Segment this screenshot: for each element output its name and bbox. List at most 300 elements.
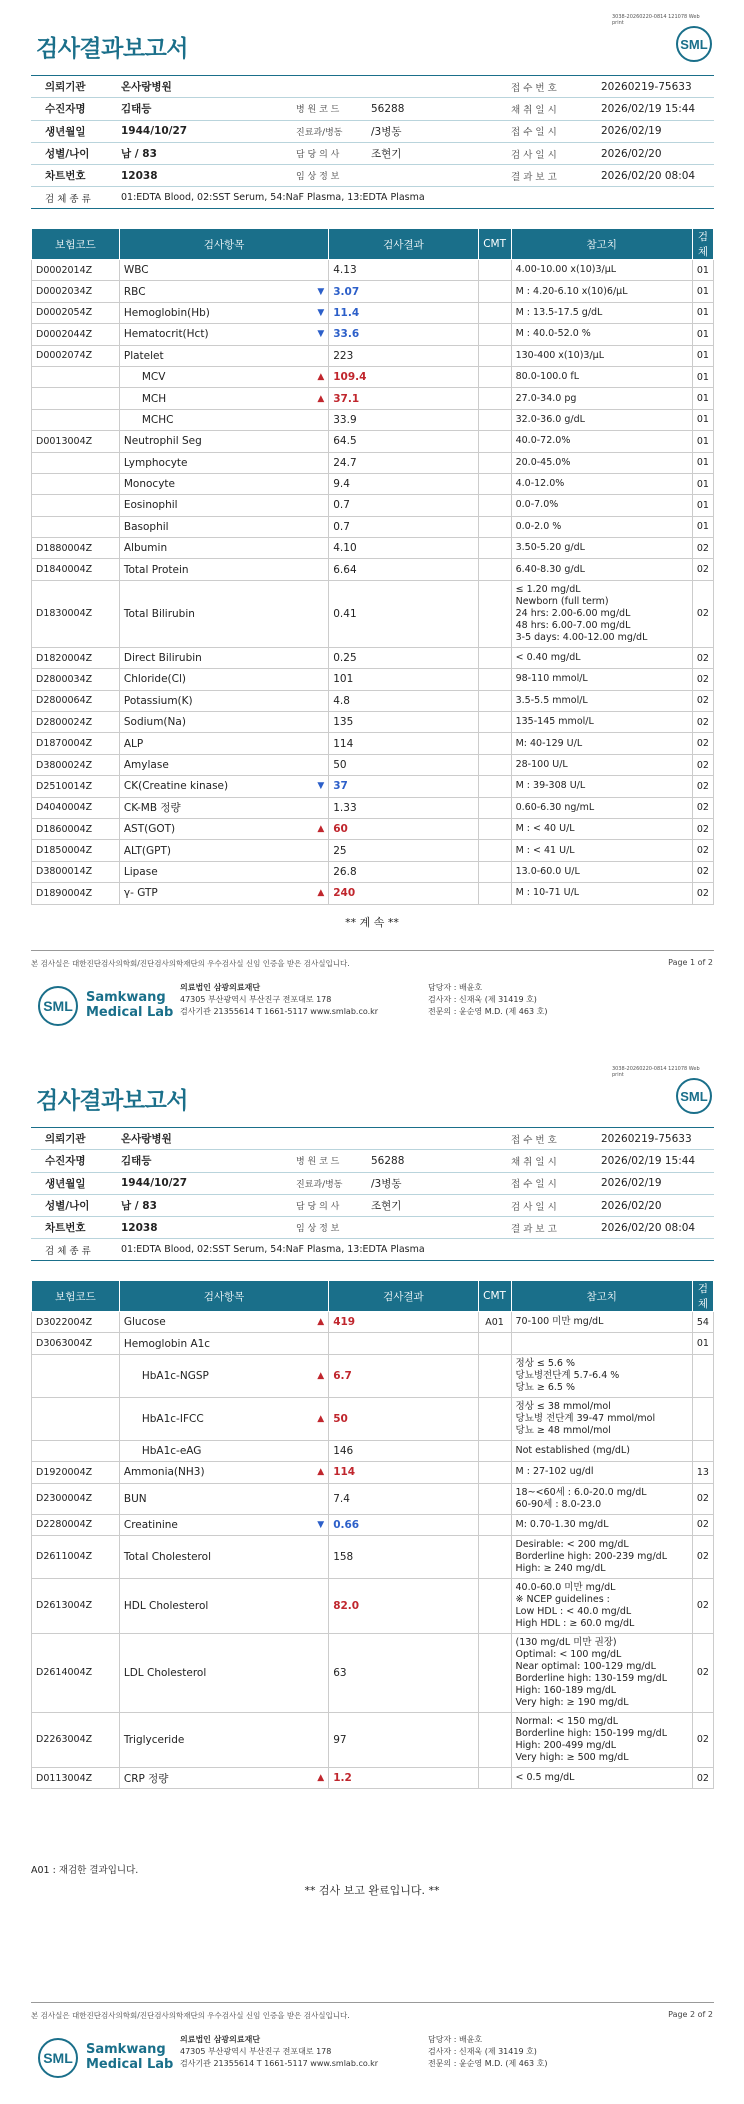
- comment: [478, 260, 511, 281]
- test-name: Sodium(Na): [123, 716, 186, 729]
- test-item: [119, 1535, 328, 1578]
- comment: [478, 1333, 511, 1354]
- insurance-code: [32, 516, 120, 537]
- reference-range: 80.0-100.0 fL: [511, 366, 692, 387]
- comment: [478, 324, 511, 345]
- comment: [478, 302, 511, 323]
- table-row: [32, 281, 714, 302]
- result-value: 158: [329, 1535, 478, 1578]
- test-item: [119, 281, 328, 302]
- table-row: [32, 559, 714, 580]
- low-flag-icon: ▼: [317, 329, 325, 340]
- dob: 1944/10/27: [121, 125, 188, 138]
- test-item: [119, 1440, 328, 1461]
- label: 검 사 일 시: [511, 149, 557, 161]
- test-name: BUN: [123, 1492, 147, 1505]
- result-value: 4.8: [329, 690, 478, 711]
- high-flag-icon: ▲: [317, 1467, 325, 1478]
- label: 생년월일: [45, 1177, 86, 1190]
- test-name: HbA1c-NGSP: [141, 1369, 209, 1382]
- table-row: [32, 1312, 714, 1333]
- test-name: Hematocrit(Hct): [123, 328, 209, 341]
- test-name: ALT(GPT): [123, 844, 171, 857]
- barcode-text: 3038-20260220-0814 121078 Web print: [612, 14, 700, 26]
- test-item: [119, 559, 328, 580]
- col-item: 검사항목: [119, 1281, 328, 1312]
- test-name: Glucose: [123, 1316, 166, 1329]
- patient-name: 김태등: [121, 1155, 152, 1168]
- table-row: [32, 1462, 714, 1483]
- test-item: [119, 452, 328, 473]
- specimen-code: 01: [692, 324, 713, 345]
- low-flag-icon: ▼: [317, 286, 325, 297]
- reference-range: 0.0-7.0%: [511, 495, 692, 516]
- result-value: 64.5: [329, 431, 478, 452]
- sml-footer-logo: SML: [38, 986, 78, 1026]
- test-name: Creatinine: [123, 1518, 178, 1531]
- reference-range: 4.00-10.00 x(10)3/μL: [511, 260, 692, 281]
- test-name: Triglyceride: [123, 1733, 185, 1746]
- label: 담 당 의 사: [296, 1202, 340, 1213]
- reference-range: M : < 41 U/L: [511, 840, 692, 861]
- label: 생년월일: [45, 125, 86, 138]
- reference-range: (130 mg/dL 미만 권장) Optimal: < 100 mg/dL Near optimal: 100-129 mg/dL Borderline high: 130-159 mg/dL High: 160-189 mg/dL Very high: ≥ 190 mg/dL: [511, 1633, 692, 1712]
- page-number: Page 2 of 2: [668, 2010, 713, 2019]
- brand-line2: Medical Lab: [86, 1005, 174, 1020]
- specimen-code: 01: [692, 516, 713, 537]
- test-item: [119, 1397, 328, 1440]
- recheck-note: A01 : 재검한 결과입니다.: [31, 1865, 139, 1876]
- label: 수진자명: [45, 1155, 86, 1168]
- specimen-code: 02: [692, 883, 713, 904]
- result-value: 82.0: [329, 1578, 478, 1633]
- reference-range: [511, 1333, 692, 1354]
- result-value: 50: [329, 754, 478, 775]
- comment: [478, 1462, 511, 1483]
- table-row: [32, 516, 714, 537]
- test-item: [119, 473, 328, 494]
- reference-range: Desirable: < 200 mg/dL Borderline high: 200-239 mg/dL High: ≥ 240 mg/dL: [511, 1535, 692, 1578]
- test-name: Albumin: [123, 542, 168, 555]
- high-flag-icon: ▲: [317, 1413, 325, 1424]
- reference-range: 정상 ≤ 38 mmol/mol 당뇨병 전단계 39-47 mmol/mol 당뇨 ≥ 48 mmol/mol: [511, 1397, 692, 1440]
- test-item: [119, 260, 328, 281]
- col-spec: 검체: [692, 1281, 713, 1312]
- reference-range: 28-100 U/L: [511, 754, 692, 775]
- brand-line1: Samkwang: [86, 990, 166, 1005]
- insurance-code: D3800024Z: [32, 754, 120, 775]
- table-row: [32, 797, 714, 818]
- test-item: [119, 495, 328, 516]
- address: 47305 부산광역시 부산진구 전포대로 178: [180, 995, 332, 1004]
- insurance-code: D2300004Z: [32, 1483, 120, 1514]
- insurance-code: D0002014Z: [32, 260, 120, 281]
- high-flag-icon: ▲: [317, 888, 325, 899]
- comment: [478, 840, 511, 861]
- comment: [478, 409, 511, 430]
- comment: [478, 733, 511, 754]
- specimen-types: 01:EDTA Blood, 02:SST Serum, 54:NaF Plasma, 13:EDTA Plasma: [121, 1244, 425, 1256]
- staff-3: 전문의 : 윤순영 M.D. (제 463 호): [428, 2059, 548, 2068]
- specimen-types: 01:EDTA Blood, 02:SST Serum, 54:NaF Plasma, 13:EDTA Plasma: [121, 192, 425, 204]
- insurance-code: D2800034Z: [32, 669, 120, 690]
- reference-range: 20.0-45.0%: [511, 452, 692, 473]
- test-name: Hemoglobin(Hb): [123, 306, 210, 319]
- comment: [478, 883, 511, 904]
- insurance-code: D2614004Z: [32, 1633, 120, 1712]
- report-title: 검사결과보고서: [36, 36, 189, 62]
- result-value: 33.6: [329, 324, 478, 345]
- specimen-code: 02: [692, 712, 713, 733]
- high-flag-icon: ▲: [317, 1773, 325, 1784]
- dob: 1944/10/27: [121, 1177, 188, 1190]
- reference-range: Normal: < 150 mg/dL Borderline high: 150-199 mg/dL High: 200-499 mg/dL Very high: ≥ 500 mg/dL: [511, 1712, 692, 1767]
- result-value: 97: [329, 1712, 478, 1767]
- sml-logo: SML: [676, 1078, 712, 1114]
- test-item: [119, 580, 328, 647]
- specimen-code: [692, 1354, 713, 1397]
- comment: [478, 1440, 511, 1461]
- table-row: [32, 1397, 714, 1440]
- test-item: [119, 1712, 328, 1767]
- insurance-code: D2510014Z: [32, 776, 120, 797]
- label: 채 취 일 시: [511, 1156, 557, 1168]
- specimen-code: 02: [692, 754, 713, 775]
- col-cmt: CMT: [478, 229, 511, 260]
- brand-name: [86, 990, 173, 1020]
- insurance-code: D1860004Z: [32, 818, 120, 839]
- specimen-code: 02: [692, 1578, 713, 1633]
- label: 채 취 일 시: [511, 104, 557, 116]
- high-flag-icon: ▲: [317, 1317, 325, 1328]
- brand-name: [86, 2042, 173, 2072]
- result-value: 63: [329, 1633, 478, 1712]
- label: 진료과/병동: [296, 127, 343, 138]
- comment: [478, 690, 511, 711]
- table-row: [32, 1333, 714, 1354]
- reference-range: 40.0-72.0%: [511, 431, 692, 452]
- insurance-code: D0002054Z: [32, 302, 120, 323]
- result-value: 114: [329, 1462, 478, 1483]
- reference-range: M: 0.70-1.30 mg/dL: [511, 1514, 692, 1535]
- specimen-code: 02: [692, 580, 713, 647]
- patient-name: 김태등: [121, 103, 152, 116]
- test-name: Amylase: [123, 759, 169, 771]
- result-value: 50: [329, 1397, 478, 1440]
- test-name: HbA1c-IFCC: [141, 1412, 204, 1425]
- reference-range: ≤ 1.20 mg/dL Newborn (full term) 24 hrs: 2.00-6.00 mg/dL 48 hrs: 6.00-7.00 mg/dL 3-5 days: 4.00-12.00 mg/dL: [511, 580, 692, 647]
- col-item: 검사항목: [119, 229, 328, 260]
- result-value: 1.2: [329, 1767, 478, 1788]
- table-row: [32, 473, 714, 494]
- test-name: Neutrophil Seg: [123, 435, 202, 448]
- table-row: [32, 1483, 714, 1514]
- sex-age: 남 / 83: [121, 1200, 157, 1213]
- test-name: Basophil: [123, 520, 169, 533]
- doctor: 조현기: [371, 148, 402, 161]
- result-value: 114: [329, 733, 478, 754]
- specimen-code: 01: [692, 452, 713, 473]
- test-item: [119, 302, 328, 323]
- low-flag-icon: ▼: [317, 307, 325, 318]
- table-row: [32, 1712, 714, 1767]
- table-row: [32, 647, 714, 668]
- table-row: [32, 452, 714, 473]
- table-row: [32, 1354, 714, 1397]
- table-row: [32, 538, 714, 559]
- col-result: 검사결과: [329, 1281, 478, 1312]
- result-value: 1.33: [329, 797, 478, 818]
- result-value: 0.66: [329, 1514, 478, 1535]
- collect-time: 2026/02/19 15:44: [601, 102, 696, 115]
- result-value: 6.7: [329, 1354, 478, 1397]
- reference-range: 70-100 미만 mg/dL: [511, 1312, 692, 1333]
- comment: [478, 1514, 511, 1535]
- test-name: Lymphocyte: [123, 456, 188, 469]
- hospital-code: 56288: [371, 102, 405, 115]
- specimen-code: 01: [692, 473, 713, 494]
- insurance-code: D0113004Z: [32, 1767, 120, 1788]
- table-row: [32, 669, 714, 690]
- low-flag-icon: ▼: [317, 1519, 325, 1530]
- test-name: AST(GOT): [123, 823, 176, 836]
- specimen-code: 54: [692, 1312, 713, 1333]
- reference-range: 3.5-5.5 mmol/L: [511, 690, 692, 711]
- table-row: [32, 1578, 714, 1633]
- test-name: Chloride(Cl): [123, 673, 187, 686]
- table-row: [32, 388, 714, 409]
- comment: [478, 712, 511, 733]
- comment: [478, 1712, 511, 1767]
- test-item: [119, 712, 328, 733]
- label: 접 수 일 시: [511, 127, 557, 139]
- insurance-code: D0002044Z: [32, 324, 120, 345]
- comment: [478, 1633, 511, 1712]
- test-name: Potassium(K): [123, 694, 193, 707]
- receive-date: 2026/02/19: [601, 125, 662, 138]
- chart-no: 12038: [121, 1221, 158, 1234]
- high-flag-icon: ▲: [317, 372, 325, 383]
- reference-range: 98-110 mmol/L: [511, 669, 692, 690]
- reference-range: 3.50-5.20 g/dL: [511, 538, 692, 559]
- high-flag-icon: ▲: [317, 1370, 325, 1381]
- test-item: [119, 1578, 328, 1633]
- results-table: [31, 1280, 714, 1789]
- test-name: CK(Creatine kinase): [123, 780, 229, 793]
- label: 접 수 번 호: [511, 1134, 557, 1146]
- label: 결 과 보 고: [511, 171, 557, 183]
- insurance-code: D2280004Z: [32, 1514, 120, 1535]
- specimen-code: 02: [692, 690, 713, 711]
- test-item: [119, 690, 328, 711]
- test-date: 2026/02/20: [601, 147, 662, 160]
- table-row: [32, 260, 714, 281]
- test-name: LDL Cholesterol: [123, 1666, 207, 1679]
- cert-note: 본 검사실은 대한진단검사의학회/진단검사의학재단의 우수검사실 신임 인증을 받은 검사실입니다.: [31, 2011, 350, 2020]
- col-code: 보험코드: [32, 1281, 120, 1312]
- specimen-code: 02: [692, 1535, 713, 1578]
- test-item: [119, 797, 328, 818]
- specimen-code: 02: [692, 647, 713, 668]
- comment: [478, 818, 511, 839]
- specimen-code: 01: [692, 260, 713, 281]
- cert-note: 본 검사실은 대한진단검사의학회/진단검사의학재단의 우수검사실 신임 인증을 받은 검사실입니다.: [31, 959, 350, 968]
- specimen-code: 02: [692, 733, 713, 754]
- comment: [478, 495, 511, 516]
- reception-no: 20260219-75633: [601, 1132, 692, 1145]
- specimen-code: 02: [692, 1712, 713, 1767]
- test-date: 2026/02/20: [601, 1199, 662, 1212]
- test-name: γ- GTP: [123, 887, 158, 900]
- specimen-code: 02: [692, 1767, 713, 1788]
- label: 성별/나이: [45, 1200, 90, 1213]
- test-item: [119, 516, 328, 537]
- specimen-code: 02: [692, 861, 713, 882]
- contact: 검사기관 21355614 T 1661-5117 www.smlab.co.kr: [180, 1007, 379, 1016]
- reference-range: M : < 40 U/L: [511, 818, 692, 839]
- test-item: [119, 883, 328, 904]
- test-item: [119, 1767, 328, 1788]
- comment: [478, 776, 511, 797]
- label: 접 수 일 시: [511, 1179, 557, 1191]
- specimen-code: 02: [692, 538, 713, 559]
- reference-range: 4.0-12.0%: [511, 473, 692, 494]
- specimen-code: 01: [692, 388, 713, 409]
- test-item: [119, 733, 328, 754]
- reference-range: 18~<60세 : 6.0-20.0 mg/dL 60-90세 : 8.0-23.0: [511, 1483, 692, 1514]
- result-value: 240: [329, 883, 478, 904]
- low-flag-icon: ▼: [317, 781, 325, 792]
- table-row: [32, 818, 714, 839]
- insurance-code: D1820004Z: [32, 647, 120, 668]
- reference-range: 130-400 x(10)3/μL: [511, 345, 692, 366]
- comment: [478, 1354, 511, 1397]
- result-value: 11.4: [329, 302, 478, 323]
- test-item: [119, 1514, 328, 1535]
- insurance-code: D1920004Z: [32, 1462, 120, 1483]
- brand-line1: Samkwang: [86, 2042, 166, 2057]
- col-ref: 참고치: [511, 1281, 692, 1312]
- test-name: Total Cholesterol: [123, 1550, 211, 1563]
- reception-no: 20260219-75633: [601, 80, 692, 93]
- label: 검 체 종 류: [45, 193, 91, 205]
- insurance-code: [32, 1397, 120, 1440]
- col-code: 보험코드: [32, 229, 120, 260]
- table-row: [32, 366, 714, 387]
- result-value: 60: [329, 818, 478, 839]
- insurance-code: D1880004Z: [32, 538, 120, 559]
- reference-range: < 0.40 mg/dL: [511, 647, 692, 668]
- col-ref: 참고치: [511, 229, 692, 260]
- comment: A01: [478, 1312, 511, 1333]
- reference-range: 32.0-36.0 g/dL: [511, 409, 692, 430]
- result-value: 37.1: [329, 388, 478, 409]
- label: 접 수 번 호: [511, 82, 557, 94]
- reference-range: 135-145 mmol/L: [511, 712, 692, 733]
- result-value: 26.8: [329, 861, 478, 882]
- insurance-code: [32, 473, 120, 494]
- staff-3: 전문의 : 윤순영 M.D. (제 463 호): [428, 1007, 548, 1016]
- reference-range: M: 40-129 U/L: [511, 733, 692, 754]
- result-value: 9.4: [329, 473, 478, 494]
- result-value: 24.7: [329, 452, 478, 473]
- specimen-code: 01: [692, 281, 713, 302]
- continue-text: ** 계 속 **: [345, 916, 399, 929]
- requester: 온사랑병원: [121, 81, 172, 94]
- table-row: [32, 1440, 714, 1461]
- label: 차트번호: [45, 1222, 86, 1235]
- insurance-code: D1850004Z: [32, 840, 120, 861]
- table-row: [32, 733, 714, 754]
- table-row: [32, 840, 714, 861]
- test-name: Lipase: [123, 865, 158, 878]
- insurance-code: [32, 1354, 120, 1397]
- reference-range: M : 10-71 U/L: [511, 883, 692, 904]
- insurance-code: D2800064Z: [32, 690, 120, 711]
- comment: [478, 1397, 511, 1440]
- reference-range: M : 4.20-6.10 x(10)6/μL: [511, 281, 692, 302]
- test-item: [119, 1354, 328, 1397]
- test-item: [119, 818, 328, 839]
- reference-range: M : 27-102 ug/dl: [511, 1462, 692, 1483]
- comment: [478, 473, 511, 494]
- label: 결 과 보 고: [511, 1223, 557, 1235]
- table-row: [32, 409, 714, 430]
- test-item: [119, 324, 328, 345]
- reference-range: 정상 ≤ 5.6 % 당뇨병전단계 5.7-6.4 % 당뇨 ≥ 6.5 %: [511, 1354, 692, 1397]
- reference-range: < 0.5 mg/dL: [511, 1767, 692, 1788]
- test-item: [119, 431, 328, 452]
- result-value: 146: [329, 1440, 478, 1461]
- insurance-code: [32, 366, 120, 387]
- contact: 검사기관 21355614 T 1661-5117 www.smlab.co.kr: [180, 2059, 379, 2068]
- insurance-code: D0002074Z: [32, 345, 120, 366]
- test-item: [119, 366, 328, 387]
- test-name: ALP: [123, 737, 144, 750]
- high-flag-icon: ▲: [317, 393, 325, 404]
- reference-range: Not established (mg/dL): [511, 1440, 692, 1461]
- specimen-code: 02: [692, 1633, 713, 1712]
- reference-range: M : 40.0-52.0 %: [511, 324, 692, 345]
- test-item: [119, 647, 328, 668]
- specimen-code: 01: [692, 345, 713, 366]
- comment: [478, 559, 511, 580]
- comment: [478, 647, 511, 668]
- insurance-code: D3063004Z: [32, 1333, 120, 1354]
- result-value: 6.64: [329, 559, 478, 580]
- result-value: [329, 1333, 478, 1354]
- label: 담 당 의 사: [296, 150, 340, 161]
- requester: 온사랑병원: [121, 1133, 172, 1146]
- insurance-code: [32, 388, 120, 409]
- test-name: Eosinophil: [123, 499, 178, 512]
- test-item: [119, 754, 328, 775]
- test-item: [119, 409, 328, 430]
- comment: [478, 516, 511, 537]
- comment: [478, 1767, 511, 1788]
- result-value: 7.4: [329, 1483, 478, 1514]
- sml-logo: SML: [676, 26, 712, 62]
- table-row: [32, 712, 714, 733]
- col-result: 검사결과: [329, 229, 478, 260]
- insurance-code: D1840004Z: [32, 559, 120, 580]
- specimen-code: 02: [692, 818, 713, 839]
- reference-range: 40.0-60.0 미만 mg/dL ※ NCEP guidelines : Low HDL : < 40.0 mg/dL High HDL : ≥ 60.0 mg/dL: [511, 1578, 692, 1633]
- insurance-code: D1890004Z: [32, 883, 120, 904]
- result-value: 4.13: [329, 260, 478, 281]
- label: 수진자명: [45, 103, 86, 116]
- result-value: 419: [329, 1312, 478, 1333]
